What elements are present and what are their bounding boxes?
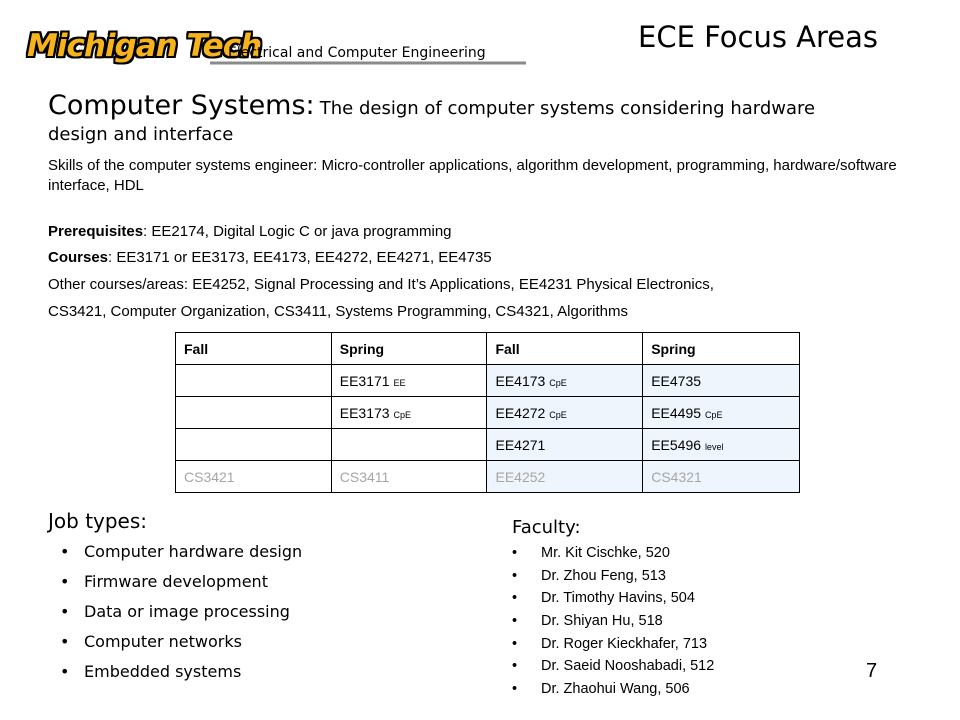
table-cell [643,397,800,429]
table-cell [176,397,332,429]
header-divider [210,61,526,65]
course-code: EE4252 [495,468,546,485]
course-tag: EE [393,377,406,388]
courses-line [48,248,492,268]
prereq-text: : EE2174, Digital Logic C or java programming [143,223,452,240]
table-row [176,397,800,429]
course-tag: CpE [704,409,723,420]
job-types-title: Job types: [48,509,148,533]
table-cell [487,429,643,461]
logo-text: Michigan Tech [27,28,262,64]
table-cell [487,461,643,493]
slide-title [48,86,908,147]
table-cell [487,365,643,397]
table-cell [331,429,487,461]
course-code: EE5496 [651,436,702,453]
header-cell: Fall [487,333,643,365]
table-cell [331,461,487,493]
course-tag: CpE [549,409,567,420]
list-item: • Dr. Zhaohui Wang, 506 [512,678,714,701]
courses-text: : EE3171 or EE3173, EE4173, EE4272, EE4271, EE4735 [108,249,492,266]
list-item: • Computer hardware design [60,537,302,567]
course-code: EE4173 [495,372,546,389]
course-schedule-table [175,332,800,493]
title-sub: The design of computer systems considering hardware [319,98,816,119]
list-item: • Dr. Zhou Feng, 513 [512,565,714,588]
table-row [176,461,800,493]
list-item: • Mr. Kit Cischke, 520 [512,542,714,565]
table-cell [643,461,800,493]
table-cell [176,365,332,397]
title-main: Computer Systems: [48,90,315,121]
prerequisites-line [48,222,452,242]
skills-text: Skills of the computer systems engineer: Micro-controller applications, algorithm development, programming, hardware/software interface, HDL [48,157,897,194]
course-code: CS4321 [651,468,702,485]
table-cell [487,397,643,429]
page-number: 7 [866,660,878,682]
course-tag: CpE [393,409,411,420]
course-code: CS3421 [184,468,235,485]
table-cell [331,365,487,397]
header-cell: Spring [643,333,800,365]
job-types-list [60,537,302,687]
table-cell [176,461,332,493]
course-code: CS3411 [339,468,390,485]
course-code: EE3173 [339,404,390,421]
table-row [176,365,800,397]
list-item: • Dr. Saeid Nooshabadi, 512 [512,655,714,678]
table-cell [643,429,800,461]
title-sub-line2: design and interface [48,124,234,145]
other-courses-line2: CS3421, Computer Organization, CS3411, Systems Programming, CS4321, Algorithms [48,303,628,320]
list-item: • Dr. Timothy Havins, 504 [512,587,714,610]
faculty-list [512,542,714,701]
header-cell: Spring [331,333,487,365]
michigan-tech-logo [27,26,261,66]
table-row [176,429,800,461]
slide-header-title: ECE Focus Areas [638,20,879,54]
department-name: Electrical and Computer Engineering [228,45,486,61]
list-item: • Firmware development [60,567,302,597]
course-code: EE4272 [495,404,546,421]
table-header-row [176,333,800,365]
course-code: EE4271 [495,436,546,453]
prereq-label: Prerequisites [48,223,144,240]
list-item: • Dr. Shiyan Hu, 518 [512,610,714,633]
courses-label: Courses [48,249,109,266]
header-cell: Fall [176,333,332,365]
list-item: • Computer networks [60,627,302,657]
course-code: EE3171 [339,372,390,389]
table-cell [643,365,800,397]
list-item: • Dr. Roger Kieckhafer, 713 [512,633,714,656]
other-courses-line1: Other courses/areas: EE4252, Signal Processing and It’s Applications, EE4231 Physical Electronics, [48,276,714,293]
table-cell [331,397,487,429]
course-code: EE4495 [651,404,702,421]
table-cell [176,429,332,461]
list-item: • Data or image processing [60,597,302,627]
course-code: EE4735 [651,372,702,389]
faculty-title: Faculty: [512,517,581,538]
course-tag: level [704,441,724,452]
course-tag: CpE [549,377,567,388]
list-item: • Embedded systems [60,657,302,687]
